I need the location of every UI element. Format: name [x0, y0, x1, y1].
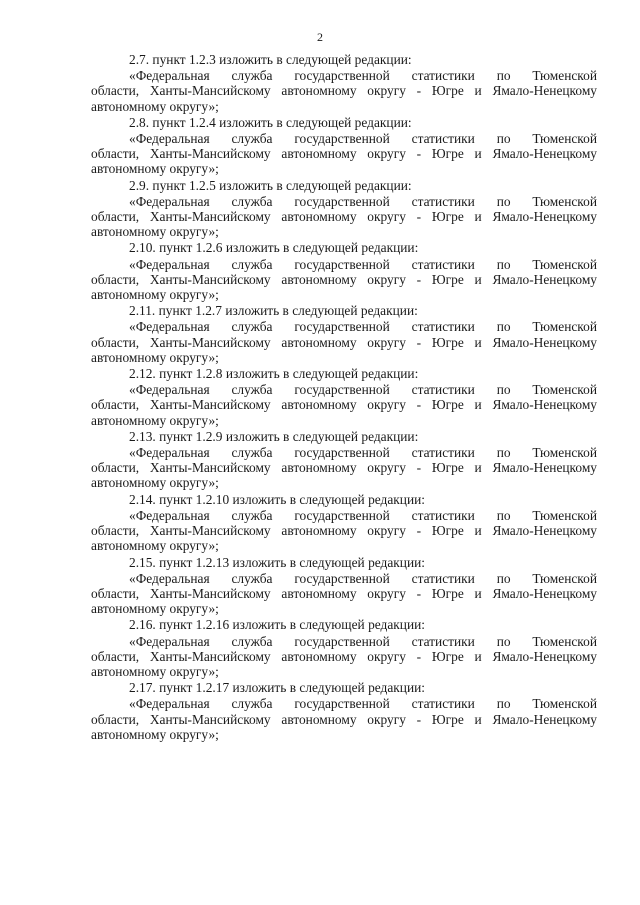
- amendment-text-line: области, Ханты-Мансийскому автономному округу - Югре и Ямало-Ненецкому: [91, 334, 597, 350]
- amendment-text: [91, 131, 597, 177]
- amendment-heading: 2.7. пункт 1.2.3 изложить в следующей редакции:: [129, 52, 412, 67]
- amendment-item-2-15: [91, 555, 597, 617]
- amendment-text-line: «Федеральная служба государственной статистики по Тюменской: [129, 445, 597, 461]
- amendment-text: [91, 319, 597, 365]
- amendment-text-line: автономному округу»;: [91, 412, 219, 428]
- amendment-text: [91, 508, 597, 554]
- amendment-text-line: области, Ханты-Мансийскому автономному округу - Югре и Ямало-Ненецкому: [91, 83, 597, 99]
- amendment-text-line: «Федеральная служба государственной статистики по Тюменской: [129, 570, 597, 586]
- amendment-item-2-10: [91, 240, 597, 302]
- amendment-item-2-13: [91, 429, 597, 491]
- amendment-text-line: «Федеральная служба государственной статистики по Тюменской: [129, 131, 597, 147]
- amendment-text: [91, 68, 597, 114]
- amendment-text: [91, 571, 597, 617]
- amendment-heading: 2.9. пункт 1.2.5 изложить в следующей редакции:: [129, 177, 412, 193]
- amendment-heading: 2.10. пункт 1.2.6 изложить в следующей редакции:: [129, 240, 419, 256]
- amendment-text: [91, 634, 597, 680]
- document-body: [91, 52, 597, 743]
- amendment-text-line: автономному округу»;: [91, 663, 219, 679]
- amendment-text-line: «Федеральная служба государственной статистики по Тюменской: [129, 256, 597, 272]
- amendment-item-2-11: [91, 303, 597, 365]
- amendment-text-line: области, Ханты-Мансийскому автономному округу - Югре и Ямало-Ненецкому: [91, 397, 597, 413]
- amendment-heading: 2.13. пункт 1.2.9 изложить в следующей редакции:: [129, 428, 419, 444]
- amendment-item-2-14: [91, 492, 597, 554]
- amendment-text-line: автономному округу»;: [91, 349, 219, 365]
- amendment-text-line: области, Ханты-Мансийскому автономному округу - Югре и Ямало-Ненецкому: [91, 271, 597, 287]
- amendment-heading: 2.15. пункт 1.2.13 изложить в следующей редакции:: [129, 554, 426, 570]
- amendment-text-line: области, Ханты-Мансийскому автономному округу - Югре и Ямало-Ненецкому: [91, 209, 597, 225]
- amendment-text-line: «Федеральная служба государственной статистики по Тюменской: [129, 507, 597, 523]
- amendment-text: [91, 696, 597, 742]
- amendment-text: [91, 445, 597, 491]
- amendment-text-line: «Федеральная служба государственной статистики по Тюменской: [129, 696, 597, 712]
- amendment-heading: 2.14. пункт 1.2.10 изложить в следующей редакции:: [129, 491, 426, 507]
- amendment-item-2-16: [91, 617, 597, 679]
- amendment-text-line: «Федеральная служба государственной статистики по Тюменской: [129, 68, 597, 84]
- amendment-item-2-9: [91, 178, 597, 240]
- amendment-text-line: автономному округу»;: [91, 601, 219, 617]
- amendment-text-line: «Федеральная служба государственной статистики по Тюменской: [129, 319, 597, 335]
- amendment-heading: 2.12. пункт 1.2.8 изложить в следующей редакции:: [129, 366, 419, 382]
- amendment-heading: 2.17. пункт 1.2.17 изложить в следующей редакции:: [129, 680, 426, 696]
- amendment-text-line: области, Ханты-Мансийскому автономному округу - Югре и Ямало-Ненецкому: [91, 585, 597, 601]
- amendment-text-line: области, Ханты-Мансийскому автономному округу - Югре и Ямало-Ненецкому: [91, 648, 597, 664]
- amendment-text-line: области, Ханты-Мансийскому автономному округу - Югре и Ямало-Ненецкому: [91, 146, 597, 162]
- amendment-text-line: автономному округу»;: [91, 161, 219, 177]
- amendment-item-2-12: [91, 366, 597, 428]
- amendment-item-2-7: [91, 52, 597, 114]
- amendment-text-line: области, Ханты-Мансийскому автономному округу - Югре и Ямало-Ненецкому: [91, 460, 597, 476]
- amendment-text-line: области, Ханты-Мансийскому автономному округу - Югре и Ямало-Ненецкому: [91, 523, 597, 539]
- amendment-text: [91, 194, 597, 240]
- amendment-heading: 2.16. пункт 1.2.16 изложить в следующей редакции:: [129, 617, 426, 633]
- amendment-text-line: автономному округу»;: [91, 224, 219, 240]
- amendment-text-line: автономному округу»;: [91, 538, 219, 554]
- amendment-text-line: автономному округу»;: [91, 287, 219, 303]
- amendment-text-line: «Федеральная служба государственной статистики по Тюменской: [129, 193, 597, 209]
- amendment-text-line: «Федеральная служба государственной статистики по Тюменской: [129, 633, 597, 649]
- amendment-text-line: области, Ханты-Мансийскому автономному округу - Югре и Ямало-Ненецкому: [91, 711, 597, 727]
- amendment-text: [91, 257, 597, 303]
- amendment-text-line: «Федеральная служба государственной статистики по Тюменской: [129, 382, 597, 398]
- amendment-heading: 2.8. пункт 1.2.4 изложить в следующей редакции:: [129, 114, 412, 130]
- amendment-heading: 2.11. пункт 1.2.7 изложить в следующей редакции:: [129, 303, 418, 319]
- amendment-item-2-8: [91, 115, 597, 177]
- amendment-text: [91, 382, 597, 428]
- amendment-item-2-17: [91, 680, 597, 742]
- amendment-text-line: автономному округу»;: [91, 475, 219, 491]
- amendment-text-line: автономному округу»;: [91, 726, 219, 742]
- page-number: 2: [317, 30, 323, 44]
- amendment-text-line: автономному округу»;: [91, 98, 219, 114]
